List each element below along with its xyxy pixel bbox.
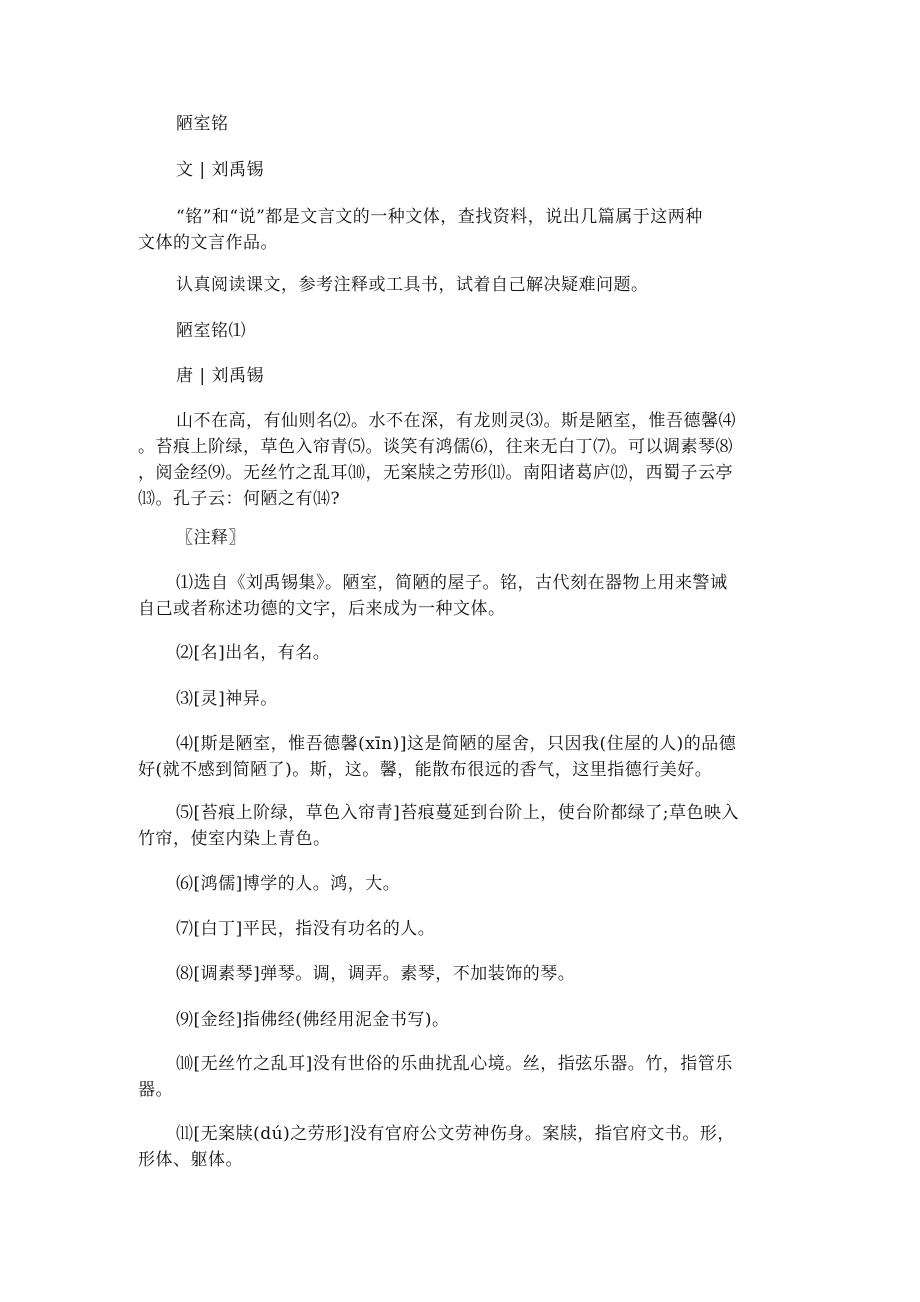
text-body-line-3: ，阅金经⑼。无丝竹之乱耳⑽，无案牍之劳形⑾。南阳诸葛庐⑿，西蜀子云亭 bbox=[138, 463, 733, 483]
task-1-line-1: “铭”和“说”都是文言文的一种文体，查找资料，说出几篇属于这两种 bbox=[176, 207, 703, 227]
text-body-line-1: 山不在高，有仙则名⑵。水不在深，有龙则灵⑶。斯是陋室，惟吾德馨⑷ bbox=[176, 411, 736, 431]
note-4-line-2: 好(就不感到简陋了)。斯，这。馨，能散布很远的香气，这里指德行美好。 bbox=[138, 760, 713, 780]
note-2: ⑵[名]出名，有名。 bbox=[176, 643, 331, 663]
note-10-line-1: ⑽[无丝竹之乱耳]没有世俗的乐曲扰乱心境。丝，指弦乐器。竹，指管乐 bbox=[176, 1054, 733, 1074]
note-1-line-1: ⑴选自《刘禹锡集》。陋室，简陋的屋子。铭，古代刻在器物上用来警诫 bbox=[176, 573, 728, 593]
note-11-line-2: 形体、躯体。 bbox=[138, 1150, 243, 1170]
text-title: 陋室铭⑴ bbox=[176, 321, 246, 341]
note-1-line-2: 自己或者称述功德的文字，后来成为一种文体。 bbox=[138, 599, 506, 619]
note-5-line-2: 竹帘，使室内染上青色。 bbox=[138, 829, 331, 849]
note-3: ⑶[灵]神异。 bbox=[176, 689, 278, 709]
note-4-line-1: ⑷[斯是陋室，惟吾德馨(xīn)]这是简陋的屋舍，只因我(住屋的人)的品德 bbox=[176, 734, 737, 754]
note-8: ⑻[调素琴]弹琴。调，调弄。素琴，不加装饰的琴。 bbox=[176, 964, 576, 984]
note-9: ⑼[金经]指佛经(佛经用泥金书写)。 bbox=[176, 1010, 450, 1030]
note-6: ⑹[鸿儒]博学的人。鸿，大。 bbox=[176, 874, 401, 894]
task-1-line-2: 文体的文言作品。 bbox=[138, 233, 278, 253]
document-byline: 文 | 刘禹锡 bbox=[176, 160, 265, 180]
note-10-line-2: 器。 bbox=[138, 1080, 173, 1100]
document-title: 陋室铭 bbox=[176, 114, 229, 134]
note-11-line-1: ⑾[无案牍(dú)之劳形]没有官府公文劳神伤身。案牍，指官府文书。形， bbox=[176, 1124, 735, 1144]
note-5-line-1: ⑸[苔痕上阶绿，草色入帘青]苔痕蔓延到台阶上，使台阶都绿了;草色映入 bbox=[176, 803, 739, 823]
note-7: ⑺[白丁]平民，指没有功名的人。 bbox=[176, 919, 436, 939]
notes-heading: 〖注释〗 bbox=[176, 528, 246, 548]
task-2: 认真阅读课文，参考注释或工具书，试着自己解决疑难问题。 bbox=[176, 275, 649, 295]
text-byline: 唐 | 刘禹锡 bbox=[176, 366, 265, 386]
text-body-line-2: 。苔痕上阶绿，草色入帘青⑸。谈笑有鸿儒⑹，往来无白丁⑺。可以调素琴⑻ bbox=[138, 437, 733, 457]
text-body-line-4: ⒀。孔子云：何陋之有⒁? bbox=[138, 489, 341, 509]
